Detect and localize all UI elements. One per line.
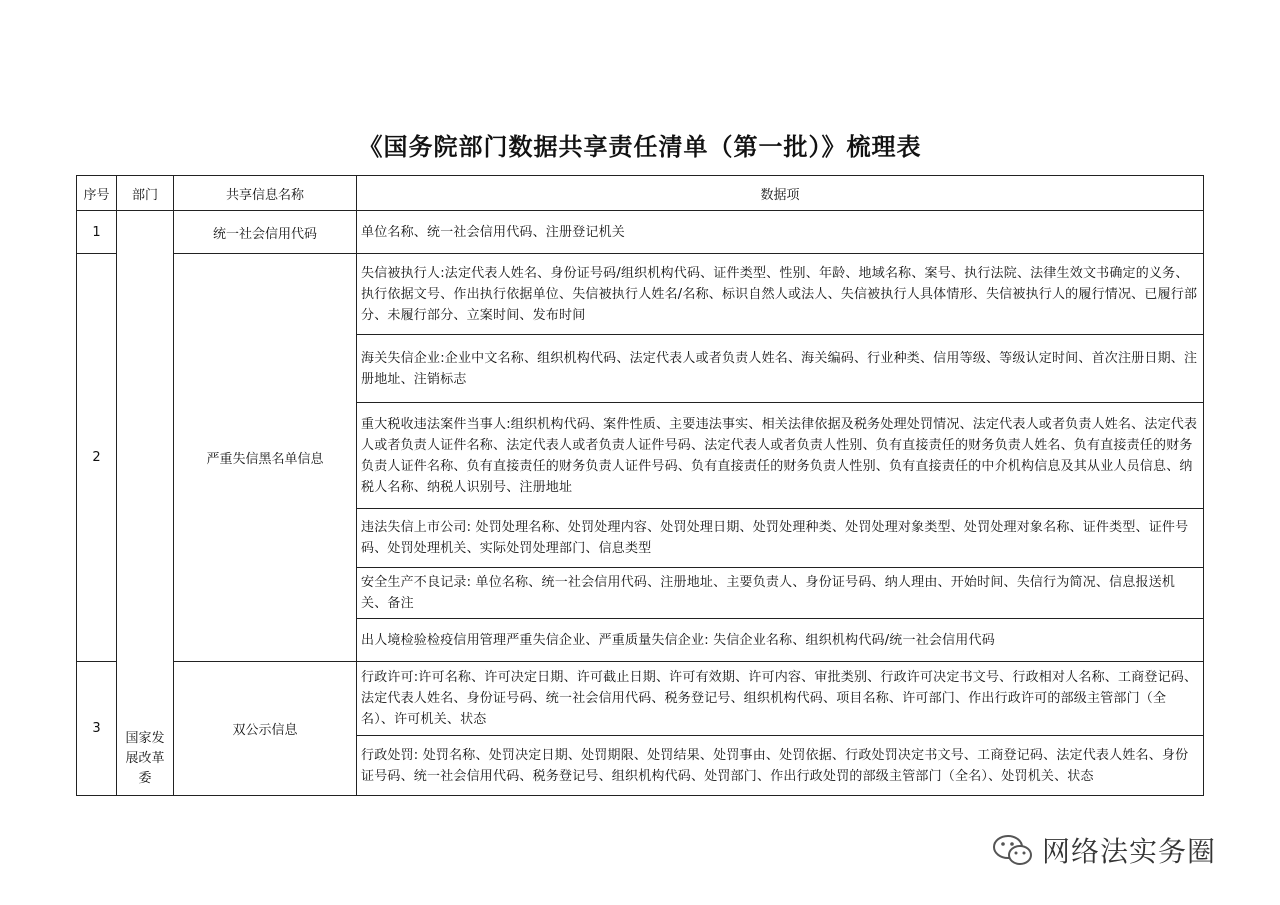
header-dept: 部门: [117, 176, 174, 211]
table-row: [77, 211, 1204, 254]
wechat-icon: [990, 832, 1036, 868]
row-seq: 3: [77, 662, 117, 796]
data-item: 失信被执行人:法定代表人姓名、身份证号码/组织机构代码、证件类型、性别、年龄、地域名称、案号、执行法院、法律生效文书确定的义务、执行依据文号、作出执行依据单位、失信被执行人姓名/名称、标识自然人或法人、失信被执行人具体情形、失信被执行人的履行情况、已履行部分、未履行部分、立案时间、发布时间: [357, 254, 1204, 335]
data-item: 行政许可:许可名称、许可决定日期、许可截止日期、许可有效期、许可内容、审批类别、行政许可决定书文号、行政相对人名称、工商登记码、法定代表人姓名、身份证号码、统一社会信用代码、税务登记号、组织机构代码、项目名称、许可部门、作出行政许可的部级主管部门（全名）、许可机关、状态: [357, 662, 1204, 736]
page-title: 《国务院部门数据共享责任清单（第一批）》梳理表: [358, 132, 922, 161]
responsibility-table: [76, 175, 1204, 796]
table-row: [77, 254, 1204, 335]
data-item: 重大税收违法案件当事人:组织机构代码、案件性质、主要违法事实、相关法律依据及税务处理处罚情况、法定代表人或者负责人姓名、法定代表人或者负责人证件名称、法定代表人或者负责人证件号码、法定代表人或者负责人性别、负有直接责任的财务负责人姓名、负有直接责任的财务负责人证件名称、负有直接责任的财务负责人证件号码、负有直接责任的财务负责人性别、负有直接责任的中介机构信息及其从业人员信息、纳税人名称、纳税人识别号、注册地址: [357, 403, 1204, 509]
header-items: 数据项: [357, 176, 1204, 211]
row-seq: 2: [77, 254, 117, 662]
header-name: 共享信息名称: [174, 176, 357, 211]
watermark: [990, 830, 1216, 870]
department-cell: [117, 211, 174, 796]
table-header-row: [77, 176, 1204, 211]
data-item: 违法失信上市公司: 处罚处理名称、处罚处理内容、处罚处理日期、处罚处理种类、处罚处理对象类型、处罚处理对象名称、证件类型、证件号码、处罚处理机关、实际处罚处理部门、信息类型: [357, 509, 1204, 568]
header-seq: 序号: [77, 176, 117, 211]
row-seq: 1: [77, 211, 117, 254]
data-item: 行政处罚: 处罚名称、处罚决定日期、处罚期限、处罚结果、处罚事由、处罚依据、行政处罚决定书文号、工商登记码、法定代表人姓名、身份证号码、统一社会信用代码、税务登记号、组织机构代码、处罚部门、作出行政处罚的部级主管部门（全名）、处罚机关、状态: [357, 736, 1204, 796]
data-item: 海关失信企业:企业中文名称、组织机构代码、法定代表人或者负责人姓名、海关编码、行业种类、信用等级、等级认定时间、首次注册日期、注册地址、注销标志: [357, 335, 1204, 403]
department-name: 国家发展改革委: [125, 731, 165, 786]
table-row: [77, 662, 1204, 736]
row-name: 双公示信息: [174, 662, 357, 796]
row-name: 严重失信黑名单信息: [174, 254, 357, 662]
data-item: 安全生产不良记录: 单位名称、统一社会信用代码、注册地址、主要负责人、身份证号码、纳人理由、开始时间、失信行为简况、信息报送机关、备注: [357, 568, 1204, 619]
data-item: 出人境检验检疫信用管理严重失信企业、严重质量失信企业: 失信企业名称、组织机构代码/统一社会信用代码: [357, 619, 1204, 662]
data-item: 单位名称、统一社会信用代码、注册登记机关: [357, 211, 1204, 254]
watermark-text: 网络法实务圈: [1042, 835, 1217, 868]
row-name: 统一社会信用代码: [174, 211, 357, 254]
